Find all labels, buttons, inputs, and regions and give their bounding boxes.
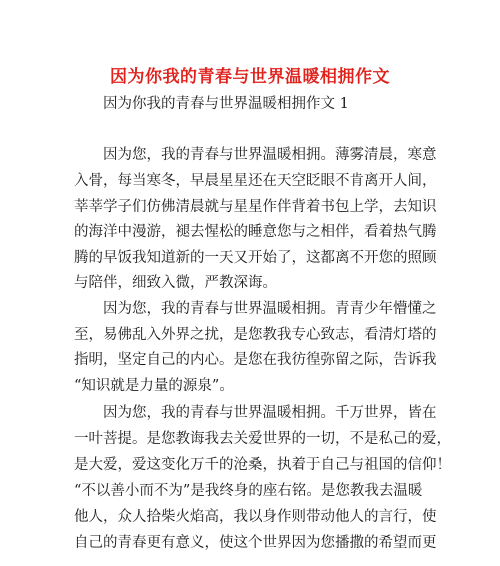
paragraph-line: 指明，坚定自己的内心。是您在我彷徨弥留之际，告诉我 [74, 352, 437, 368]
document-subtitle: 因为你我的青春与世界温暖相拥作文 1 [103, 96, 349, 112]
paragraph-line: 他人，众人拾柴火焰高，我以身作则带动他人的言行，使 [74, 509, 437, 525]
paragraph-line: “不以善小而不为”是我终身的座右铭。是您教我去温暖 [74, 483, 423, 499]
paragraph-line: 至，易佛乱入外界之扰，是您教我专心致志，看清灯塔的 [74, 327, 437, 343]
paragraph-line: 是大爱，爱这变化万千的沧桑，执着于自己与祖国的信仰！ [74, 457, 451, 473]
paragraph-line: 入骨，每当寒冬，早晨星星还在天空眨眼不肯离开人间， [74, 173, 437, 189]
paragraph-line: 与陪伴，细致入微，严教深诲。 [74, 275, 277, 291]
paragraph-line: 因为您，我的青春与世界温暖相拥。薄雾清晨，寒意 [103, 147, 437, 163]
paragraph-line: 因为您，我的青春与世界温暖相拥。青青少年懵懂之 [103, 301, 437, 317]
paragraph-line: “知识就是力量的源泉”。 [74, 378, 234, 394]
paragraph-line: 莘莘学子们仿佛清晨就与星星作伴背着书包上学，去知识 [74, 199, 437, 215]
document-title: 因为你我的青春与世界温暖相拥作文 [110, 67, 390, 87]
paragraph-line: 腾的早饭我知道新的一天又开始了，这都离不开您的照顾 [74, 250, 437, 266]
paragraph-line: 一叶菩提。是您教诲我去关爱世界的一切，不是私己的爱， [74, 431, 451, 447]
paragraph-line: 自己的青春更有意义，使这个世界因为您播撒的希望而更 [74, 535, 437, 551]
paragraph-line: 的海洋中漫游，褪去惺松的睡意您与之相伴，看着热气腾 [74, 224, 437, 240]
paragraph-line: 因为您，我的青春与世界温暖相拥。千万世界，皆在 [103, 405, 437, 421]
